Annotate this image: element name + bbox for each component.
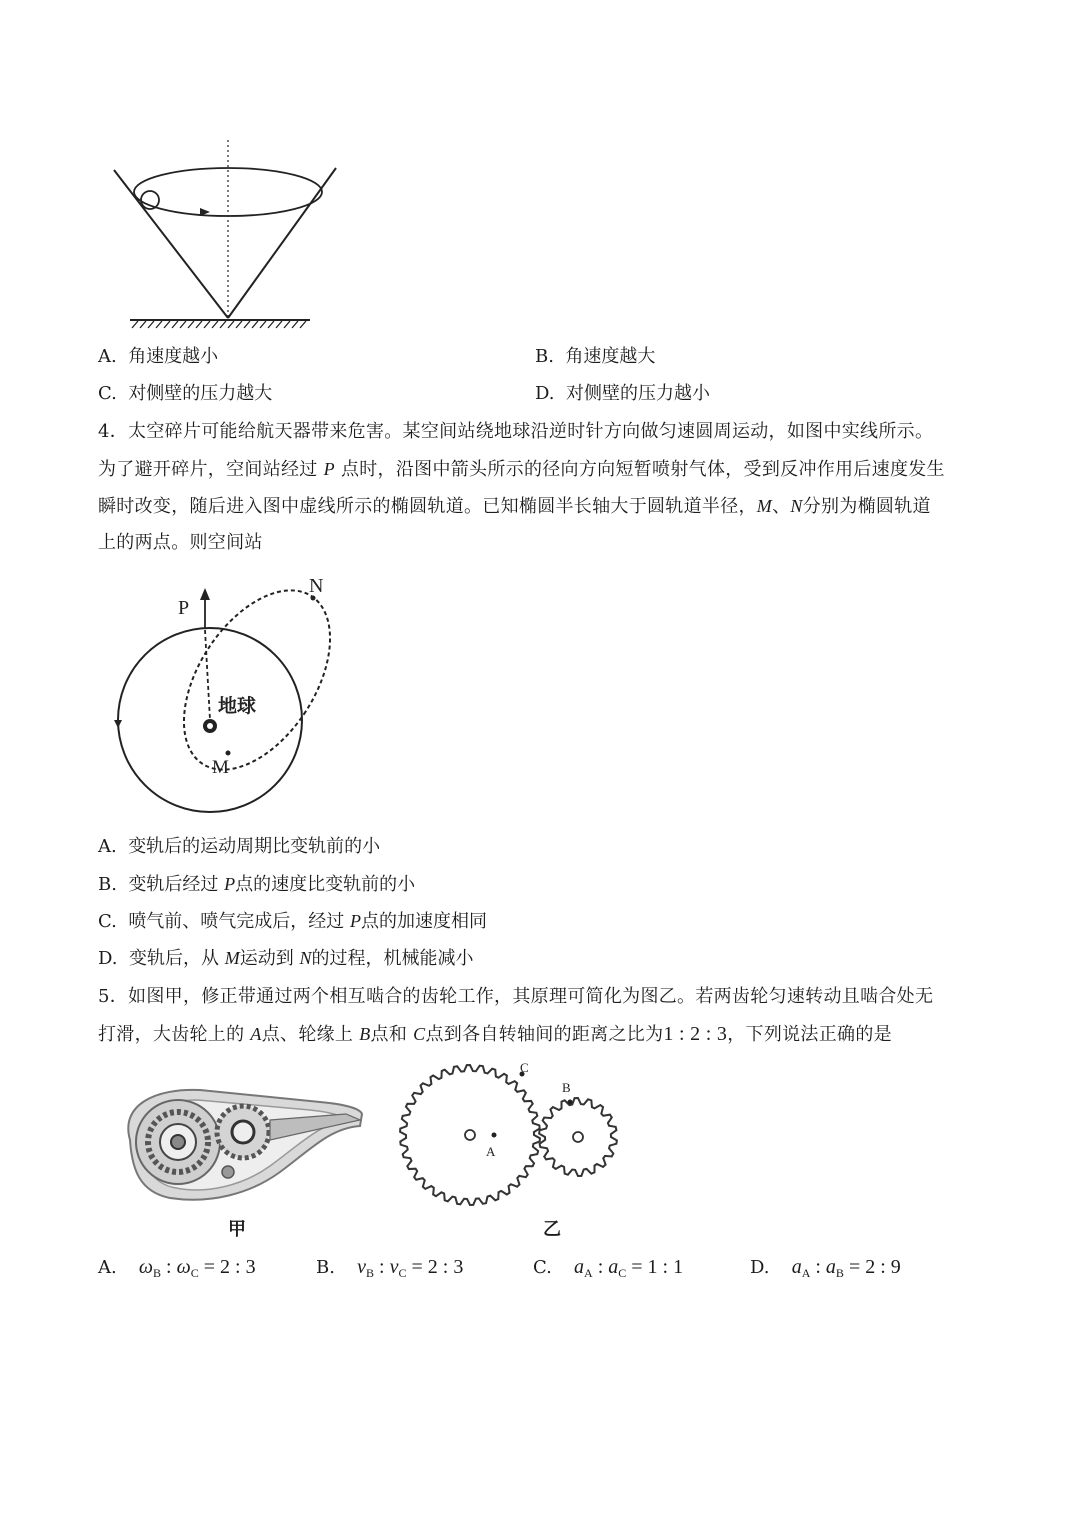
option-letter: C. bbox=[98, 911, 117, 932]
var-N: N bbox=[299, 948, 312, 968]
option-text: 变轨后，从 bbox=[128, 948, 225, 969]
correction-tape-figure bbox=[110, 1080, 370, 1210]
cone-figure bbox=[100, 130, 340, 330]
subscript: B bbox=[366, 1266, 375, 1280]
option-letter: A. bbox=[98, 836, 117, 857]
subscript: C bbox=[398, 1266, 407, 1280]
option-text: 运动到 bbox=[239, 948, 300, 969]
orbit-direction-arrow-icon bbox=[114, 720, 122, 728]
subscript: C bbox=[190, 1266, 199, 1280]
option-letter: D. bbox=[750, 1257, 770, 1278]
ratio-value: = 1 : 1 bbox=[626, 1256, 684, 1278]
label-M: M bbox=[212, 757, 229, 778]
q5-option-d bbox=[750, 1255, 901, 1285]
var-M: M bbox=[756, 496, 773, 516]
option-text: 喷气前、喷气完成后，经过 bbox=[128, 911, 351, 932]
option-text: 对侧壁的压力越大 bbox=[128, 383, 273, 404]
text-segment: 分别为椭圆轨道 bbox=[802, 496, 931, 517]
cone-left-wall bbox=[114, 170, 228, 318]
option-text: 的过程，机械能减小 bbox=[311, 948, 474, 969]
q4-option-b bbox=[98, 872, 415, 897]
q3-option-d bbox=[535, 382, 710, 406]
point-A bbox=[492, 1133, 497, 1138]
text-segment: 、 bbox=[772, 496, 791, 517]
q5-option-a bbox=[98, 1255, 256, 1285]
orbit-figure bbox=[110, 570, 340, 830]
symbol: v bbox=[357, 1256, 367, 1278]
ratio-value: = 2 : 9 bbox=[843, 1256, 901, 1278]
colon: : bbox=[374, 1256, 390, 1278]
small-gear bbox=[539, 1098, 617, 1176]
gears-figure bbox=[390, 1060, 630, 1220]
q4-option-d bbox=[98, 946, 473, 971]
var-B: B bbox=[359, 1024, 371, 1044]
label-P: P bbox=[178, 597, 190, 619]
label-earth: 地球 bbox=[218, 695, 257, 717]
subscript: B bbox=[835, 1266, 844, 1280]
option-text: 角速度越小 bbox=[128, 346, 219, 367]
big-gear-axle bbox=[171, 1135, 185, 1149]
subscript: C bbox=[618, 1266, 627, 1280]
thrust-arrow-icon bbox=[200, 588, 210, 600]
option-letter: D. bbox=[98, 948, 118, 969]
ground-hatch bbox=[132, 321, 306, 328]
var-C: C bbox=[413, 1024, 426, 1044]
label-N: N bbox=[309, 575, 324, 597]
text-segment: 打滑，大齿轮上的 bbox=[98, 1024, 251, 1045]
text-segment: 点到各自转轴间的距离之比为 bbox=[425, 1024, 664, 1045]
var-A: A bbox=[250, 1024, 262, 1044]
option-letter: D. bbox=[535, 383, 555, 404]
label-B: B bbox=[562, 1080, 571, 1095]
text-segment: 瞬时改变，随后进入图中虚线所示的椭圆轨道。已知椭圆半长轴大于圆轨道半径， bbox=[98, 496, 757, 517]
option-letter: C. bbox=[98, 383, 117, 404]
option-letter: C. bbox=[533, 1257, 552, 1278]
small-gear-axle bbox=[573, 1132, 583, 1142]
option-letter: B. bbox=[316, 1257, 335, 1278]
symbol: a bbox=[608, 1256, 619, 1278]
text-segment: 点时，沿图中箭头所示的径向方向短暂喷射气体，受到反冲作用后速度发生 bbox=[334, 459, 945, 480]
point-M bbox=[226, 751, 231, 756]
q3-option-b bbox=[535, 345, 655, 369]
var-M: M bbox=[224, 948, 240, 968]
colon: : bbox=[592, 1256, 609, 1278]
text-segment: 点、轮缘上 bbox=[261, 1024, 360, 1045]
option-text: 角速度越大 bbox=[565, 346, 656, 367]
big-gear bbox=[400, 1065, 540, 1205]
ratio-value: = 2 : 3 bbox=[198, 1256, 256, 1278]
option-text: 点的速度比变轨前的小 bbox=[235, 874, 416, 895]
option-letter: B. bbox=[98, 874, 117, 895]
q4-stem-line2 bbox=[98, 457, 945, 482]
big-gear-axle bbox=[465, 1130, 475, 1140]
q4-option-c bbox=[98, 909, 487, 934]
point-B bbox=[568, 1100, 573, 1105]
colon: : bbox=[161, 1256, 177, 1278]
q5-option-b bbox=[316, 1255, 463, 1285]
ratio-value: = 2 : 3 bbox=[406, 1256, 464, 1278]
text-segment: 点和 bbox=[370, 1024, 414, 1045]
label-A: A bbox=[486, 1144, 496, 1159]
var-P: P bbox=[323, 459, 335, 479]
q5-option-c bbox=[533, 1255, 683, 1285]
var-P: P bbox=[350, 911, 362, 931]
var-P: P bbox=[224, 874, 236, 894]
q4-stem-line3 bbox=[98, 494, 931, 519]
earth-dot-center bbox=[207, 723, 213, 729]
q5-stem-line2 bbox=[98, 1022, 892, 1047]
tape-screw bbox=[222, 1166, 234, 1178]
option-letter: A. bbox=[98, 1257, 117, 1278]
option-text: 点的加速度相同 bbox=[361, 911, 488, 932]
figure-label-yi: 乙 bbox=[543, 1219, 561, 1240]
q4-option-a bbox=[98, 835, 380, 859]
symbol: a bbox=[791, 1256, 802, 1278]
colon: : bbox=[810, 1256, 826, 1278]
figure-label-jia: 甲 bbox=[228, 1219, 246, 1240]
subscript: B bbox=[153, 1266, 162, 1280]
label-C: C bbox=[520, 1060, 529, 1075]
symbol: a bbox=[574, 1256, 585, 1278]
symbol: ω bbox=[138, 1256, 154, 1278]
q4-stem-line4: 上的两点。则空间站 bbox=[98, 532, 263, 553]
option-text: 对侧壁的压力越小 bbox=[565, 383, 710, 404]
q4-stem-line1: 4．太空碎片可能给航天器带来危害。某空间站绕地球沿逆时针方向做匀速圆周运动，如图中实线所示。 bbox=[98, 421, 934, 442]
q3-option-a bbox=[98, 345, 218, 369]
cone-right-wall bbox=[228, 168, 336, 318]
small-gear-hub bbox=[232, 1121, 254, 1143]
text-segment: 为了避开碎片，空间站经过 bbox=[98, 459, 324, 480]
radius-dashed-line bbox=[205, 630, 210, 720]
ratio: 1 : 2 : 3 bbox=[663, 1023, 728, 1045]
symbol: v bbox=[389, 1256, 399, 1278]
q5-stem-line1: 5．如图甲，修正带通过两个相互啮合的齿轮工作，其原理可简化为图乙。若两齿轮匀速转动且啮合处无 bbox=[98, 986, 934, 1007]
q3-option-c bbox=[98, 382, 272, 406]
text-segment: ，下列说法正确的是 bbox=[727, 1024, 892, 1045]
symbol: a bbox=[825, 1256, 836, 1278]
subscript: A bbox=[801, 1266, 811, 1280]
symbol: ω bbox=[176, 1256, 191, 1278]
option-letter: B. bbox=[535, 346, 554, 367]
var-N: N bbox=[790, 496, 803, 516]
option-text: 变轨后的运动周期比变轨前的小 bbox=[128, 836, 381, 857]
option-text: 变轨后经过 bbox=[128, 874, 225, 895]
subscript: A bbox=[584, 1266, 593, 1280]
option-letter: A. bbox=[98, 346, 117, 367]
